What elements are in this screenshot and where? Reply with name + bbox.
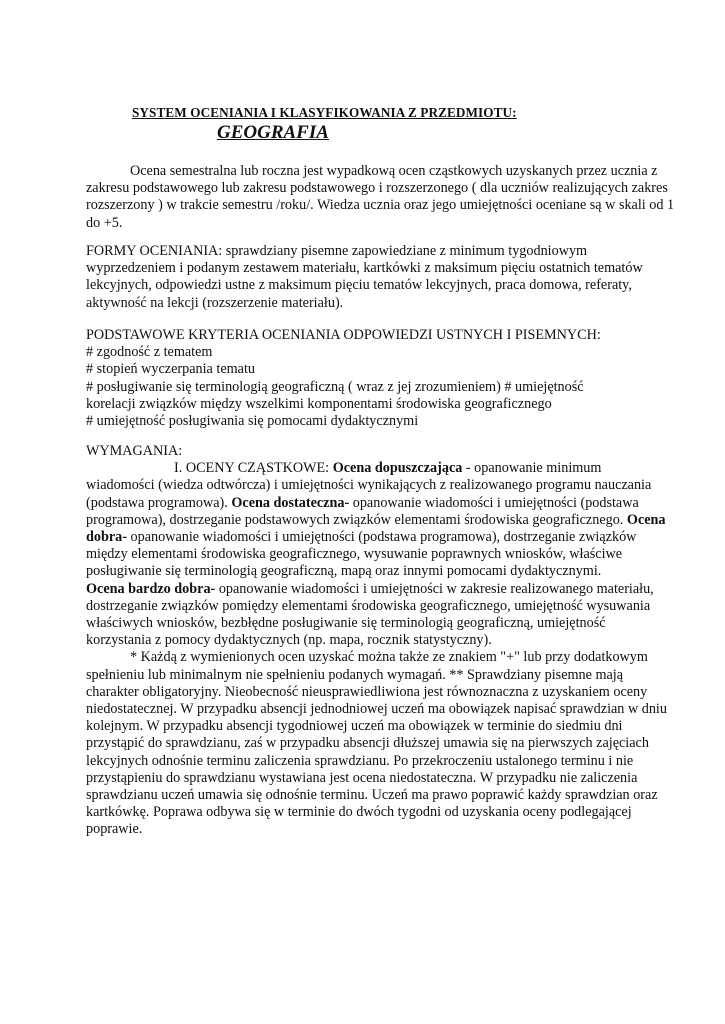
intro-line: Ocena semestralna lub roczna jest wypadkową ocen cząstkowych uzyskanych przez ucznia z <box>130 163 658 179</box>
criteria-item: # posługiwanie się terminologią geograficzną ( wraz z jej zrozumieniem) # umiejętność <box>86 378 584 395</box>
grade-name: Ocena dopuszczająca <box>332 460 463 477</box>
forms-line: aktywność na lekcji (rozszerzenie materiału). <box>86 294 344 311</box>
document-title: SYSTEM OCENIANIA I KLASYFIKOWANIA Z PRZEDMIOTU: <box>132 105 517 120</box>
criteria-heading: PODSTAWOWE KRYTERIA OCENIANIA ODPOWIEDZI USTNYCH I PISEMNYCH: <box>86 327 601 343</box>
criteria-item: # stopień wyczerpania tematu <box>86 361 256 378</box>
grade-desc: opanowanie wiadomości i umiejętności (podstawa <box>349 494 639 511</box>
requirements-line: wiadomości (wiedza odtwórcza) i umiejętności wynikających z realizowanego programu nauczania <box>86 477 652 494</box>
intro-line: zakresu podstawowego lub zakresu podstawowego i rozszerzonego ( dla uczniów realizujących zakres <box>86 180 668 197</box>
notes-line: spełnieniu lub minimalnym nie spełnieniu podanych wymagań. ** Sprawdziany pisemne mają <box>86 666 624 683</box>
criteria-item: korelacji związków między wszelkimi komponentami środowiska geograficznego <box>86 395 552 412</box>
notes-line: sprawdzianu uczeń umawia się odnośnie terminu. Uczeń ma prawo poprawić każdy sprawdzian oraz <box>86 787 658 804</box>
grade-name: Ocena dostateczna- <box>231 494 350 511</box>
requirements-line: między elementami środowiska geograficznego, wysuwanie poprawnych wniosków, właściwe <box>86 546 623 563</box>
notes-line: lekcyjnych odnośnie terminu zaliczenia sprawdzianu. Po przekroczeniu ustalonego terminu i nie <box>86 752 634 769</box>
grade-desc: - opanowanie minimum <box>462 460 602 477</box>
forms-line: FORMY OCENIANIA: sprawdziany pisemne zapowiedziane z minimum tygodniowym <box>86 243 588 259</box>
forms-paragraph <box>86 243 646 312</box>
notes-line: przystąpić do sprawdzianu, zaś w przypadku absencji dłuższej umawia się na pierwszych zajęciach <box>86 735 649 752</box>
grade-name: Ocena bardzo dobra- <box>86 580 216 597</box>
requirements-line <box>86 460 646 477</box>
grade-name: Ocena <box>626 511 666 528</box>
intro-line: do +5. <box>86 214 123 231</box>
notes-line: kartkówkę. Poprawa odbywa się w terminie do dwóch tygodni od uzyskania oceny podlegającej <box>86 804 632 821</box>
forms-line: lekcyjnych, odpowiedzi ustne z maksimum pięciu tematów lekcyjnych, praca domowa, referaty, <box>86 277 632 294</box>
requirements-line <box>86 580 654 598</box>
criteria-item: # zgodność z tematem <box>86 344 213 361</box>
grade-desc: opanowanie wiadomości i umiejętności (podstawa programowa), dostrzeganie związków <box>127 529 637 546</box>
notes-line: przystąpieniu do sprawdzianu wystawiana jest ocena niedostateczna. W przypadku nie zaliczenia <box>86 769 638 786</box>
requirements-section <box>86 443 667 839</box>
criteria-section <box>86 327 646 430</box>
notes-line: * Każdą z wymienionych ocen uzyskać można także ze znakiem "+" lub przy dodatkowym <box>130 649 648 666</box>
notes-line: niedostatecznej. W przypadku absencji jednodniowej uczeń ma obowiązek napisać sprawdzian w dniu <box>86 701 667 718</box>
requirements-line: posługiwanie się terminologią geograficzną, mapą oraz innymi pomocami dydaktycznymi. <box>86 563 602 580</box>
subject-title: GEOGRAFIA <box>217 122 329 143</box>
intro-paragraph <box>86 163 675 232</box>
requirements-line: właściwych wniosków, bezbłędne posługiwanie się terminologią geograficzną, umiejętność <box>86 615 606 632</box>
grades-label: I. OCENY CZĄSTKOWE: <box>174 460 333 477</box>
requirements-line <box>86 529 646 546</box>
notes-line: poprawie. <box>86 821 143 838</box>
criteria-item: # umiejętność posługiwania się pomocami dydaktycznymi <box>86 413 419 430</box>
grade-desc: programowa), dostrzeganie podstawowych związków elementami środowiska geograficznego. <box>86 511 627 528</box>
requirements-heading: WYMAGANIA: <box>86 443 183 459</box>
grade-name: dobra- <box>86 529 127 546</box>
notes-line: kolejnym. W przypadku absencji tygodniowej uczeń ma obowiązek w terminie do siedmiu dni <box>86 718 623 735</box>
intro-line: rozszerzony ) w trakcie semestru /roku/. Wiedza ucznia oraz jego umiejętności oceniane są w skali od 1 <box>86 197 675 214</box>
requirements-line: korzystania z pomocy dydaktycznych (np. mapa, rocznik statystyczny). <box>86 632 492 649</box>
grade-desc: (podstawa programowa). <box>86 494 232 511</box>
grade-desc: opanowanie wiadomości i umiejętności w zakresie realizowanego materiału, <box>215 580 654 597</box>
requirements-line: dostrzeganie związków pomiędzy elementami środowiska geograficznego, umiejętność wysuwania <box>86 597 651 614</box>
requirements-line <box>86 511 666 529</box>
requirements-line <box>86 495 646 512</box>
notes-line: charakter obligatoryjny. Nieobecność nieusprawiedliwiona jest równoznaczna z uzyskaniem oceny <box>86 683 648 700</box>
forms-line: wyprzedzeniem i podanym zestawem materiału, kartkówki z maksimum pięciu ostatnich tematów <box>86 260 643 277</box>
